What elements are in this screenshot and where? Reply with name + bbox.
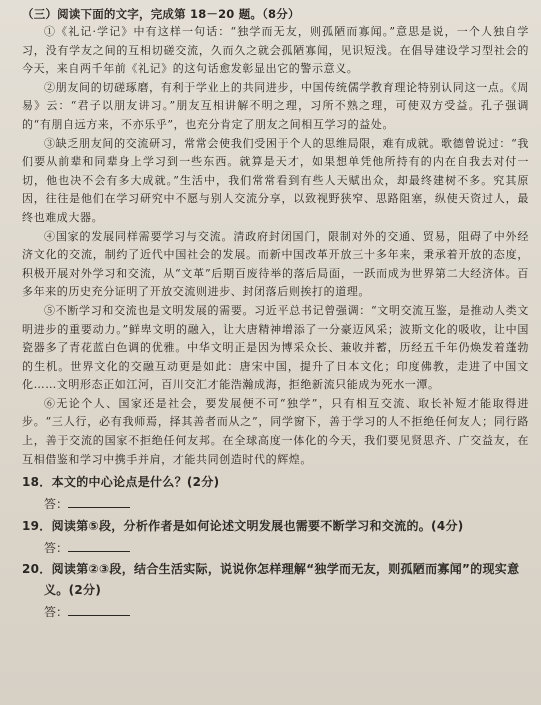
- question-18: [22, 471, 529, 515]
- question-20-text-line1: 20．阅读第②③段，结合生活实际，说说你怎样理解“独学而无友，则孤陋而寡闻”的现实意: [22, 562, 520, 577]
- answer-19: [44, 537, 529, 559]
- answer-20: [44, 601, 529, 623]
- paragraph-6: ⑥无论个人、国家还是社会，要发展便不可“独学”，只有相互交流、取长补短才能取得进步。“三人行，必有我师焉，择其善者而从之”，同学窗下，善于学习的人不拒绝任何友人；同行路上，善于交流的国家不拒绝任何友邦。在全球高度一体化的今天，我们要见贤思齐、广交益友，在互相借鉴和学习中携手并肩，才能共同创造时代的辉煌。: [22, 396, 529, 466]
- passage: [22, 23, 529, 469]
- answer-19-label: 答：: [44, 541, 69, 556]
- question-19: [22, 515, 529, 559]
- answer-18: [44, 493, 529, 515]
- paragraph-3: ③缺乏朋友间的交流研习，常常会使我们受困于个人的思维局限，难有成就。歌德曾说过：“我们要从前辈和同辈身上学习到一些东西。就算是天才，如果想单凭他所持有的内在自我去对付一切，他也决不会有多大成就。”生活中，我们常常看到有些人天赋出众，却最终建树不多。究其原因，往往是他们在学习研究中不愿与别人交流分享，以致视野狭窄、思路阻塞，纵使天资过人，最终也难成大器。: [22, 136, 529, 224]
- paragraph-2: ②朋友间的切磋琢磨，有利于学业上的共同进步，中国传统儒学教育理论特别认同这一点。《周易》云：“君子以朋友讲习。”朋友互相讲解不明之理，习所不熟之理，可使双方受益。孔子强调的“有朋自远方来，不亦乐乎”，也充分肯定了朋友之间相互学习的益处。: [22, 80, 529, 131]
- answer-18-label: 答：: [44, 497, 69, 512]
- answer-20-label: 答：: [44, 605, 69, 620]
- answer-20-blank[interactable]: [68, 601, 130, 616]
- paragraph-4: ④国家的发展同样需要学习与交流。清政府封闭国门，限制对外的交通、贸易，阻碍了中外经济文化的交流，制约了近代中国社会的发展。而新中国改革开放三十多年来，秉承着开放的态度，积极开展对外学习和交流，从“文革”后期百废待举的落后局面，一跃而成为世界第二大经济体。百多年来的历史充分证明了开放交流则进步、封闭落后则挨打的道理。: [22, 229, 529, 299]
- paragraph-1: ①《礼记·学记》中有这样一句话：“独学而无友，则孤陋而寡闻。”意思是说，一个人独自学习，没有学友之间的互相切磋交流，久而久之就会孤陋寡闻，见识短浅。在倡导建设学习型社会的今天，来自两千年前《礼记》的这句话愈发彰显出它的警示意义。: [22, 25, 529, 76]
- question-20: [22, 559, 529, 623]
- paragraph-5: ⑤不断学习和交流也是文明发展的需要。习近平总书记曾强调：“文明交流互鉴，是推动人类文明进步的重要动力。”鲜卑文明的融入，让大唐精神增添了一分豪迈风采；波斯文化的吸收，让中国瓷器多了青花蓝白色调的优雅。中华文明正是因为博采众长、兼收并蓄，历经五千年仍焕发着蓬勃的生机。世界文化的交融互动更是如此：唐宋中国，提升了日本文化；印度佛教，走进了中国文化……文明形态正如江河，百川交汇才能浩瀚成海，拒绝新流只能成为死水一潭。: [22, 303, 529, 392]
- question-19-text: 19．阅读第⑤段，分析作者是如何论述文明发展也需要不断学习和交流的。(4分): [22, 519, 464, 534]
- answer-18-blank[interactable]: [68, 493, 130, 508]
- section-title: （三）阅读下面的文字，完成第 18－20 题。（8分）: [22, 7, 300, 21]
- question-20-text-line2: 义。(2分): [44, 583, 102, 598]
- answer-19-blank[interactable]: [68, 537, 130, 552]
- question-18-text: 18．本文的中心论点是什么？(2分): [22, 475, 220, 490]
